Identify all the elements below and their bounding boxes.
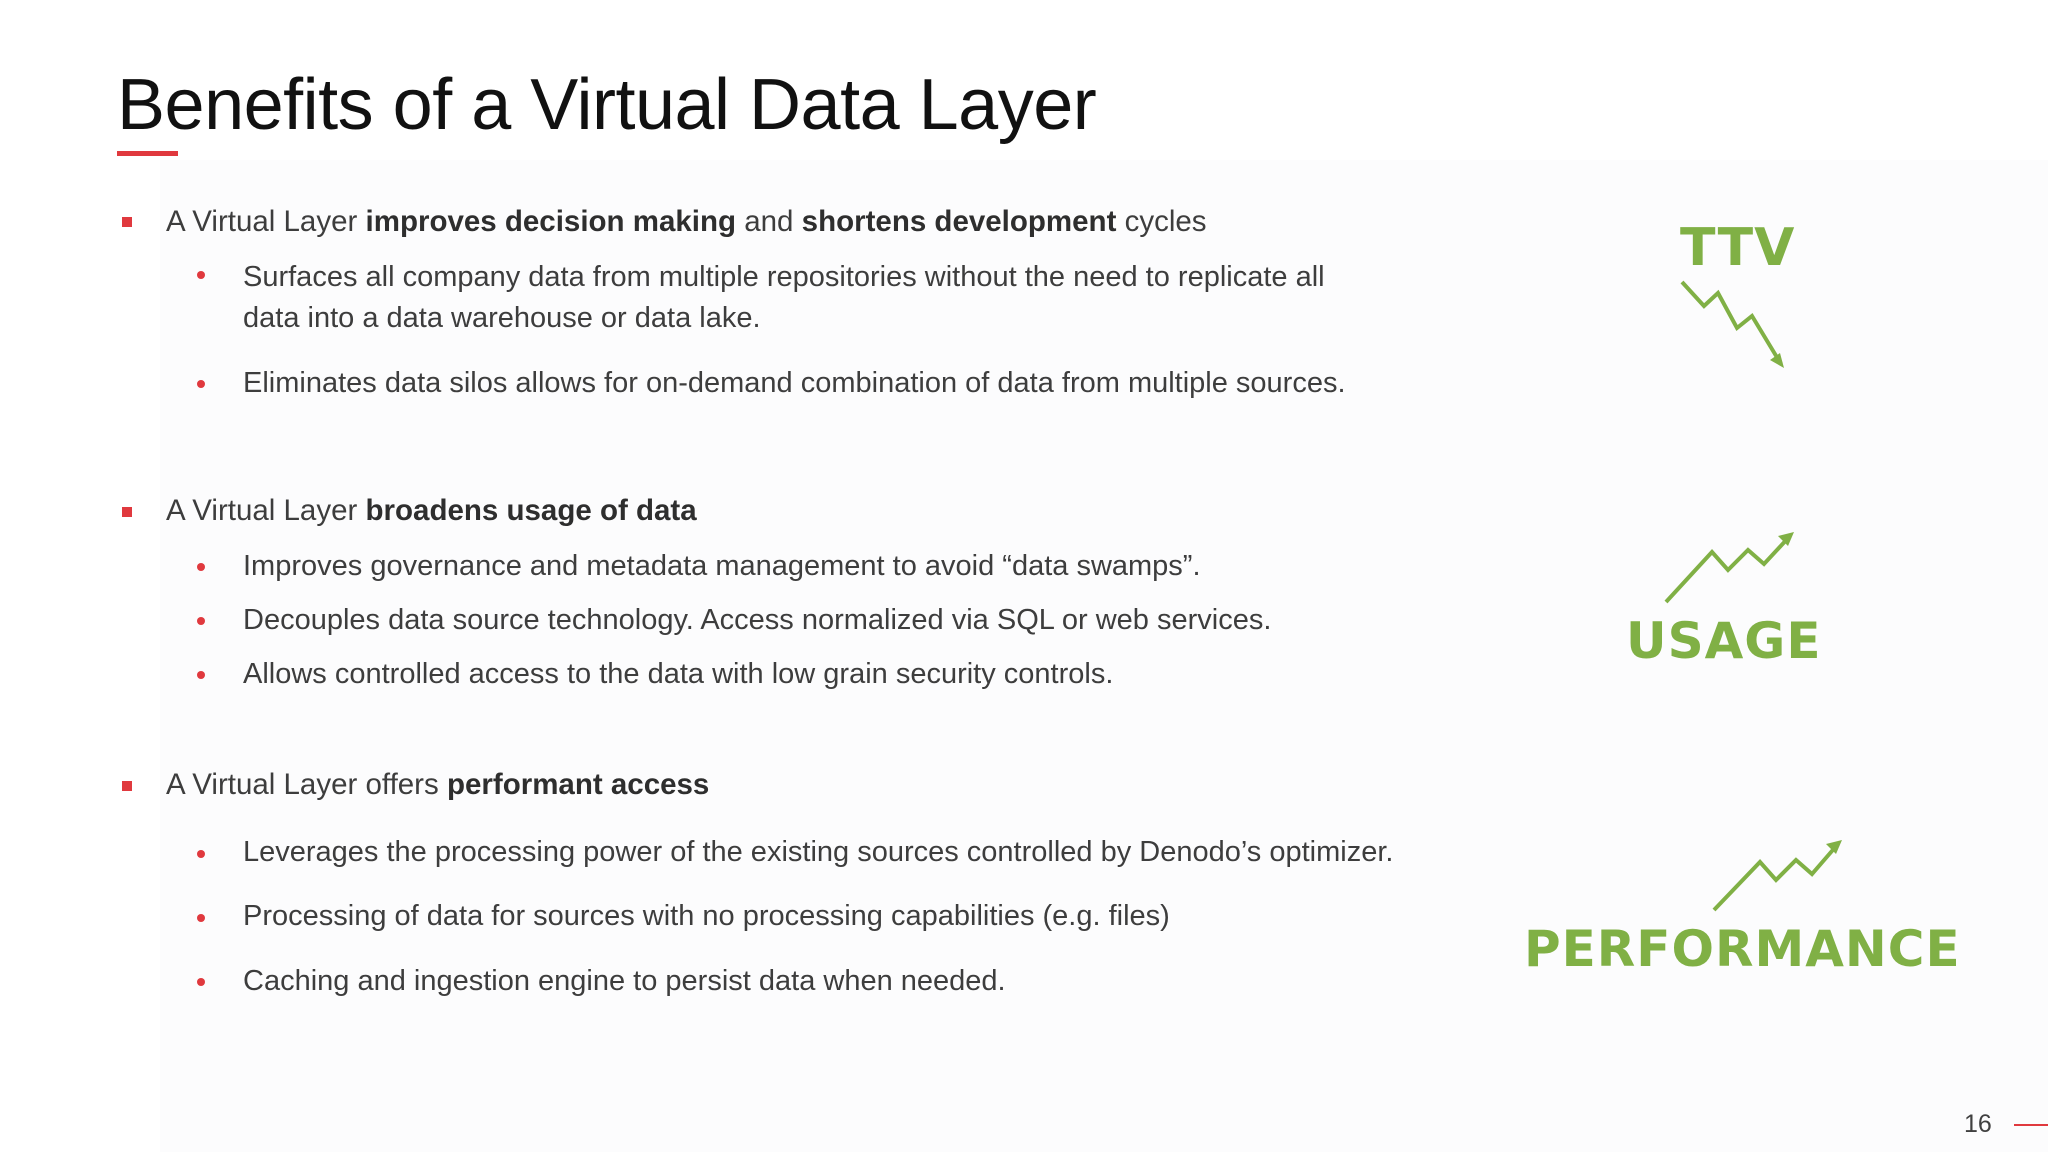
lead-text: A Virtual Layer — [166, 205, 366, 238]
page-number-line — [2014, 1124, 2048, 1126]
list-bullet — [197, 380, 205, 388]
title-underline — [117, 151, 178, 156]
lead-bold: improves decision making — [365, 205, 737, 238]
usage-label: USAGE — [1626, 612, 1822, 670]
list-bullet — [197, 850, 205, 858]
performance-label: PERFORMANCE — [1524, 920, 1961, 978]
list-item: Eliminates data silos allows for on-demand combination of data from multiple sources. — [243, 367, 1346, 399]
list-bullet — [197, 671, 205, 679]
section-bullet — [122, 217, 132, 227]
section-lead — [166, 494, 697, 528]
list-bullet — [197, 271, 205, 279]
list-bullet — [197, 563, 205, 571]
page-number: 16 — [1964, 1110, 1992, 1138]
list-bullet — [197, 914, 205, 922]
lead-text: A Virtual Layer offers — [166, 768, 447, 801]
list-item: Leverages the processing power of the existing sources controlled by Denodo’s optimizer. — [243, 836, 1394, 868]
lead-bold: broadens usage of data — [365, 494, 697, 527]
ttv-label: TTV — [1680, 218, 1796, 278]
trend-down-arrow-icon — [1676, 276, 1786, 370]
list-item: Processing of data for sources with no processing capabilities (e.g. files) — [243, 900, 1170, 932]
list-item: Caching and ingestion engine to persist data when needed. — [243, 965, 1006, 997]
section-bullet — [122, 781, 132, 791]
lead-text: and — [736, 205, 802, 238]
trend-up-arrow-icon — [1708, 836, 1844, 916]
lead-text: A Virtual Layer — [166, 494, 366, 527]
list-bullet — [197, 978, 205, 986]
slide-title: Benefits of a Virtual Data Layer — [117, 65, 1097, 145]
lead-text: cycles — [1116, 205, 1207, 238]
lead-bold: shortens development — [801, 205, 1117, 238]
list-item: Surfaces all company data from multiple repositories without the need to replicate all — [243, 261, 1325, 293]
trend-up-arrow-icon — [1660, 528, 1796, 608]
section-bullet — [122, 507, 132, 517]
list-item: Decouples data source technology. Access normalized via SQL or web services. — [243, 604, 1272, 636]
section-lead — [166, 768, 709, 802]
list-bullet — [197, 617, 205, 625]
list-item: Improves governance and metadata management to avoid “data swamps”. — [243, 550, 1201, 582]
lead-bold: performant access — [446, 768, 710, 801]
list-item: Allows controlled access to the data with low grain security controls. — [243, 658, 1114, 690]
section-lead — [166, 205, 1207, 239]
list-item-continuation: data into a data warehouse or data lake. — [243, 302, 761, 334]
